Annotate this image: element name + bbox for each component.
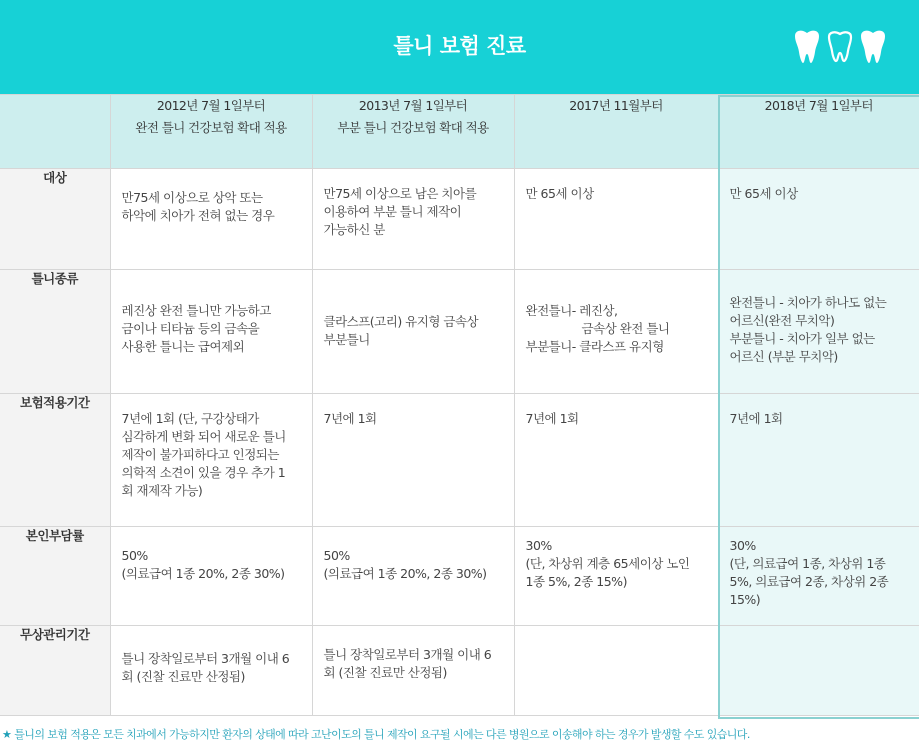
header-date: 2018년 7월 1일부터 [764,98,873,113]
header-desc: 완전 틀니 건강보험 확대 적용 [135,120,287,135]
table-cell [514,394,718,527]
table-cell [312,527,514,626]
table-row [0,169,919,270]
cell-line: 부분틀니- 클라스프 유지형 [525,339,664,354]
header-date: 2013년 7월 1일부터 [358,98,468,113]
footnote-text: 틀니의 보험 적용은 모든 치과에서 가능하지만 환자의 상태에 따라 고난이도의 틀니 제작이 요구될 시에는 다른 병원으로 이송해야 하는 경우가 발생할 수도 있습니다. [14,728,750,741]
cell-line: 30% [729,538,756,553]
table-cell [718,169,919,270]
cell-line: 50% [323,548,350,563]
cell-line: 부분틀니 - 치아가 일부 없는 [729,331,875,346]
cell-line: 만 65세 이상 [729,186,798,201]
row-label: 무상관리기간 [0,626,110,716]
cell-line: 7년에 1회 (단, 구강상태가 [121,411,259,426]
table-cell [110,527,312,626]
cell-line: (단, 차상위 계층 65세이상 노인 [525,556,690,571]
cell-line: 레진상 완전 틀니만 가능하고 [121,303,271,318]
cell-line: (의료급여 1종 20%, 2종 30%) [121,566,285,581]
cell-line: 7년에 1회 [525,411,579,426]
row-label: 본인부담률 [0,527,110,626]
table-cell [718,626,919,716]
table-row [0,270,919,394]
table-cell [312,626,514,716]
header-desc: 부분 틀니 건강보험 확대 적용 [337,120,489,135]
table-row [0,394,919,527]
cell-line: 7년에 1회 [729,411,783,426]
cell-line: 금속상 완전 틀니 [581,321,670,336]
row-label: 대상 [0,169,110,270]
row-label: 보험적용기간 [0,394,110,527]
cell-line: 어르신 (부분 무치악) [729,349,838,364]
cell-line: 어르신(완전 무치악) [729,313,835,328]
row-label: 틀니종류 [0,270,110,394]
cell-line: 50% [121,548,148,563]
footnote [2,726,750,742]
table-row [0,527,919,626]
table-cell [718,394,919,527]
cell-line: 회 (진찰 진료만 산정됨) [323,665,447,680]
cell-line: 틀니 장착일로부터 3개월 이내 6 [323,647,492,662]
cell-line: 30% [525,538,552,553]
cell-line: 이용하여 부분 틀니 제작이 [323,204,462,219]
table-cell [718,270,919,394]
cell-line: 금이나 티타늄 등의 금속을 [121,321,260,336]
star-icon: ★ [2,728,12,741]
cell-line: 완전틀니 - 치아가 하나도 없는 [729,295,887,310]
denture-insurance-table [0,94,919,716]
cell-line: 7년에 1회 [323,411,377,426]
header-date: 2017년 11월부터 [569,98,663,113]
cell-line: 하악에 치아가 전혀 없는 경우 [121,208,275,223]
cell-line: 만75세 이상으로 상악 또는 [121,190,263,205]
cell-line: 의학적 소견이 있을 경우 추가 1 [121,465,286,480]
cell-line: 회 (진찰 진료만 산정됨) [121,669,245,684]
header-banner [0,0,919,94]
table-cell [514,527,718,626]
header-date: 2012년 7월 1일부터 [156,98,266,113]
cell-line: 1종 5%, 2종 15%) [525,574,627,589]
table-cell [110,626,312,716]
table-cell [110,394,312,527]
table-cell [110,270,312,394]
table-cell [312,169,514,270]
cell-line: 완전틀니- 레진상, [525,303,618,318]
header-2012 [110,95,312,169]
header-corner [0,95,110,169]
header-2017 [514,95,718,169]
table-cell [718,527,919,626]
table-cell [312,270,514,394]
header-2018 [718,95,919,169]
cell-line: 만 65세 이상 [525,186,594,201]
teeth-decoration [792,30,892,64]
cell-line: (단, 의료급여 1종, 차상위 1종 [729,556,886,571]
header-row [0,95,919,169]
cell-line: 클라스프(고리) 유지형 금속상 [323,314,479,329]
table-cell [312,394,514,527]
page-title: 틀니 보험 진료 [393,34,526,58]
cell-line: 틀니 장착일로부터 3개월 이내 6 [121,651,290,666]
cell-line: (의료급여 1종 20%, 2종 30%) [323,566,487,581]
table-cell [514,270,718,394]
cell-line: 부분틀니 [323,332,370,347]
cell-line: 15%) [729,592,761,607]
cell-line: 사용한 틀니는 급여제외 [121,339,245,354]
cell-line: 심각하게 변화 되어 새로운 틀니 [121,429,286,444]
header-2013 [312,95,514,169]
cell-line: 만75세 이상으로 남은 치아를 [323,186,477,201]
tooth-icon [829,32,851,61]
cell-line: 5%, 의료급여 2종, 차상위 2종 [729,574,889,589]
tooth-icon [861,31,885,63]
cell-line: 제작이 불가피하다고 인정되는 [121,447,279,462]
table-cell [110,169,312,270]
tooth-icon [795,31,819,63]
table-row [0,626,919,716]
cell-line: 회 재제작 가능) [121,483,203,498]
cell-line: 가능하신 분 [323,222,385,237]
table-cell [514,169,718,270]
table-cell [514,626,718,716]
